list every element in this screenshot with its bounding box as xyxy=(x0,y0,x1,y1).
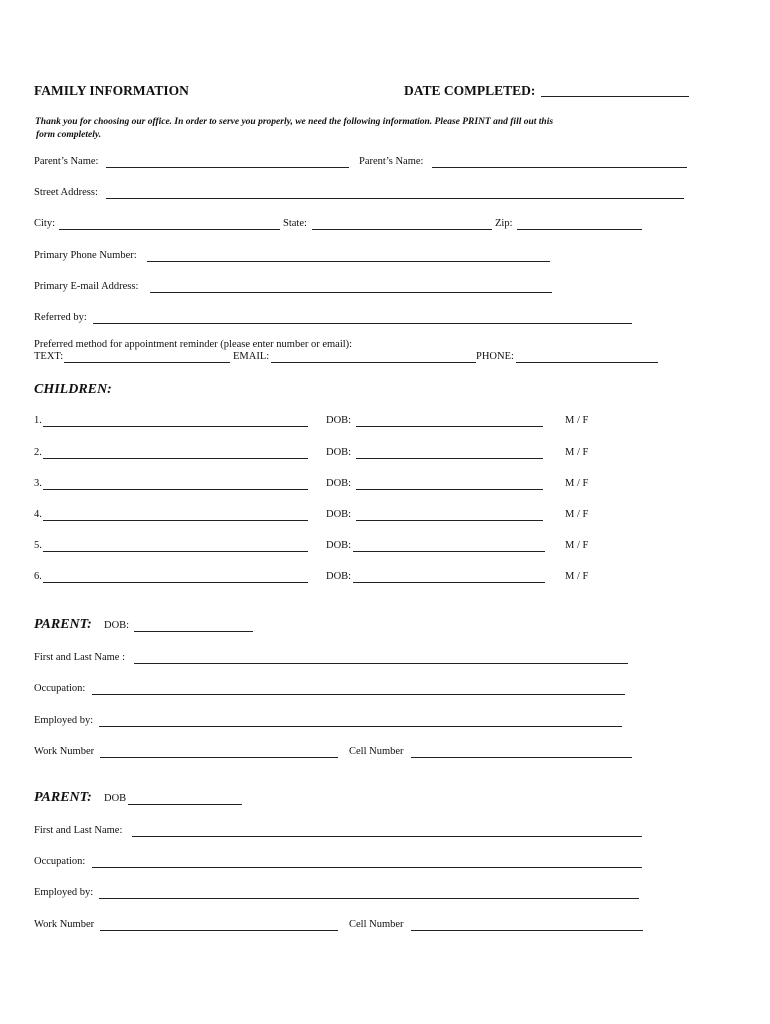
form-title: FAMILY INFORMATION xyxy=(34,83,189,98)
parent-occupation-label: Occupation: xyxy=(34,683,86,694)
referred-by-field[interactable] xyxy=(93,312,632,324)
reminder-phone-label: PHONE: xyxy=(476,351,514,362)
parent-heading: PARENT: xyxy=(34,617,92,632)
parent-cell-number-label: Cell Number xyxy=(349,746,404,757)
reminder-email-label: EMAIL: xyxy=(233,351,270,362)
child-sex-option[interactable]: M / F xyxy=(565,478,589,489)
child-number: 5. xyxy=(34,540,42,551)
parent-employer-field[interactable] xyxy=(99,715,622,727)
child-sex-option[interactable]: M / F xyxy=(565,540,589,551)
child-number: 1. xyxy=(34,415,42,426)
date-completed-field[interactable] xyxy=(541,85,689,97)
street-address-field[interactable] xyxy=(106,187,684,199)
reminder-text-label: TEXT: xyxy=(34,351,64,362)
parent-cell-number-label: Cell Number xyxy=(349,919,404,930)
street-address-label: Street Address: xyxy=(34,187,98,198)
parent-employer-label: Employed by: xyxy=(34,715,94,726)
primary-phone-label: Primary Phone Number: xyxy=(34,250,137,261)
parent-full-name-label: First and Last Name: xyxy=(34,825,123,836)
parent-occupation-field[interactable] xyxy=(92,683,625,695)
parent-full-name-label: First and Last Name : xyxy=(34,652,125,663)
child-dob-label: DOB: xyxy=(326,571,352,582)
child-sex-option[interactable]: M / F xyxy=(565,571,589,582)
reminder-text-field[interactable] xyxy=(64,351,230,363)
child-dob-label: DOB: xyxy=(326,540,352,551)
child-dob-field[interactable] xyxy=(356,509,543,521)
child-dob-label: DOB: xyxy=(326,447,352,458)
child-name-field[interactable] xyxy=(43,509,308,521)
parent-work-number-field[interactable] xyxy=(100,746,338,758)
child-number: 3. xyxy=(34,478,42,489)
parent-cell-number-field[interactable] xyxy=(411,919,643,931)
parent-work-number-field[interactable] xyxy=(100,919,338,931)
parent-dob-field[interactable] xyxy=(128,793,242,805)
parent2-name-label: Parent’s Name: xyxy=(359,156,424,167)
intro-text-line1: Thank you for choosing our office. In order to serve you properly, we need the following information. Please PRINT and fill out this xyxy=(35,117,554,127)
parent-occupation-field[interactable] xyxy=(92,856,642,868)
reminder-email-field[interactable] xyxy=(271,351,476,363)
child-sex-option[interactable]: M / F xyxy=(565,447,589,458)
child-number: 6. xyxy=(34,571,42,582)
parent-full-name-field[interactable] xyxy=(134,652,628,664)
child-dob-label: DOB: xyxy=(326,478,352,489)
reminder-phone-field[interactable] xyxy=(516,351,658,363)
preferred-method-label: Preferred method for appointment reminder (please enter number or email): xyxy=(34,339,353,350)
parent-dob-label: DOB xyxy=(104,793,127,804)
child-sex-option[interactable]: M / F xyxy=(565,509,589,520)
child-name-field[interactable] xyxy=(43,540,308,552)
parent-work-number-label: Work Number xyxy=(34,746,95,757)
state-field[interactable] xyxy=(312,218,492,230)
child-dob-field[interactable] xyxy=(356,447,543,459)
child-dob-field[interactable] xyxy=(353,540,545,552)
parent-dob-label: DOB: xyxy=(104,620,130,631)
date-completed-label: DATE COMPLETED: xyxy=(404,83,536,98)
child-number: 2. xyxy=(34,447,42,458)
parent2-name-field[interactable] xyxy=(432,156,687,168)
city-label: City: xyxy=(34,218,56,229)
city-field[interactable] xyxy=(59,218,280,230)
parent1-name-label: Parent’s Name: xyxy=(34,156,99,167)
children-heading: CHILDREN: xyxy=(34,382,112,397)
child-dob-field[interactable] xyxy=(353,571,545,583)
state-label: State: xyxy=(283,218,307,229)
parent1-name-field[interactable] xyxy=(106,156,349,168)
child-name-field[interactable] xyxy=(43,478,308,490)
primary-email-field[interactable] xyxy=(150,281,552,293)
parent-employer-field[interactable] xyxy=(99,887,639,899)
parent-full-name-field[interactable] xyxy=(132,825,642,837)
child-name-field[interactable] xyxy=(43,415,308,427)
intro-text-line2: form completely. xyxy=(36,130,102,140)
referred-by-label: Referred by: xyxy=(34,312,87,323)
child-name-field[interactable] xyxy=(43,447,308,459)
child-sex-option[interactable]: M / F xyxy=(565,415,589,426)
child-dob-label: DOB: xyxy=(326,415,352,426)
parent-heading: PARENT: xyxy=(34,790,92,805)
zip-label: Zip: xyxy=(495,218,513,229)
child-dob-field[interactable] xyxy=(356,478,543,490)
primary-phone-field[interactable] xyxy=(147,250,550,262)
parent-cell-number-field[interactable] xyxy=(411,746,632,758)
parent-dob-field[interactable] xyxy=(134,620,253,632)
parent-employer-label: Employed by: xyxy=(34,887,94,898)
parent-work-number-label: Work Number xyxy=(34,919,95,930)
child-number: 4. xyxy=(34,509,42,520)
zip-field[interactable] xyxy=(517,218,642,230)
parent-occupation-label: Occupation: xyxy=(34,856,86,867)
primary-email-label: Primary E-mail Address: xyxy=(34,281,139,292)
child-dob-label: DOB: xyxy=(326,509,352,520)
child-dob-field[interactable] xyxy=(356,415,543,427)
child-name-field[interactable] xyxy=(43,571,308,583)
